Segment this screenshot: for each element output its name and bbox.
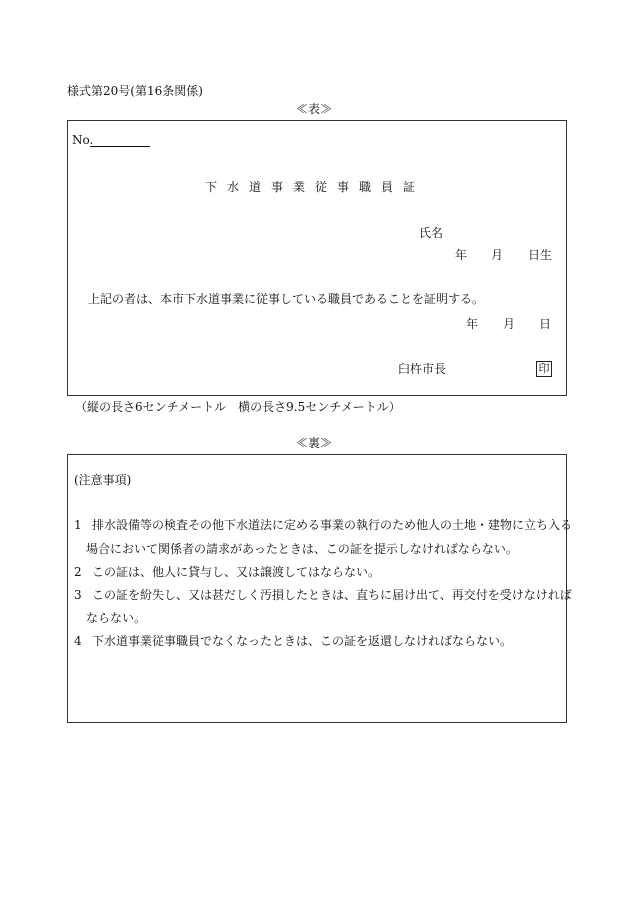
note-2-line-1: この証は、他人に貸与し、又は譲渡してはならない。: [92, 565, 381, 579]
form-label: 様式第20号(第16条関係): [67, 84, 203, 98]
date-month-label: 月: [503, 317, 516, 331]
date-day-label: 日: [539, 317, 552, 331]
back-heading: ≪裏≫: [296, 436, 333, 450]
card-title: 下水道事業従事職員証: [205, 180, 426, 194]
note-4-number: 4: [74, 634, 82, 648]
date-year-label: 年: [466, 317, 479, 331]
note-3-number: 3: [74, 588, 82, 602]
size-note: （縦の長さ6センチメートル 横の長さ9.5センチメートル）: [75, 400, 401, 414]
front-card: [67, 120, 567, 396]
no-underline: [90, 146, 150, 147]
birth-day-label: 日生: [528, 248, 553, 262]
certification-statement: 上記の者は、本市下水道事業に従事している職員であることを証明する。: [88, 292, 485, 306]
note-1-line-1: 排水設備等の検査その他下水道法に定める事業の執行のため他人の土地・建物に立ち入る: [92, 518, 573, 532]
note-1-line-2: 場合において関係者の請求があったときは、この証を提示しなければならない。: [86, 542, 518, 556]
birth-year-label: 年: [455, 248, 468, 262]
mayor-title: 臼杵市長: [398, 362, 447, 376]
note-4-line-1: 下水道事業従事職員でなくなったときは、この証を返還しなければならない。: [92, 634, 513, 648]
notes-title: (注意事項): [74, 473, 132, 487]
front-heading: ≪表≫: [296, 102, 333, 116]
seal-mark: 印: [536, 361, 552, 377]
note-1-number: 1: [74, 518, 82, 532]
birth-month-label: 月: [491, 248, 504, 262]
name-label: 氏名: [419, 226, 444, 240]
no-label: No.: [72, 133, 94, 147]
note-2-number: 2: [74, 565, 82, 579]
note-3-line-1: この証を紛失し、又は甚だしく汚損したときは、直ちに届け出て、再交付を受けなければ: [92, 588, 572, 602]
note-3-line-2: ならない。: [86, 611, 147, 625]
back-card: [67, 454, 573, 723]
